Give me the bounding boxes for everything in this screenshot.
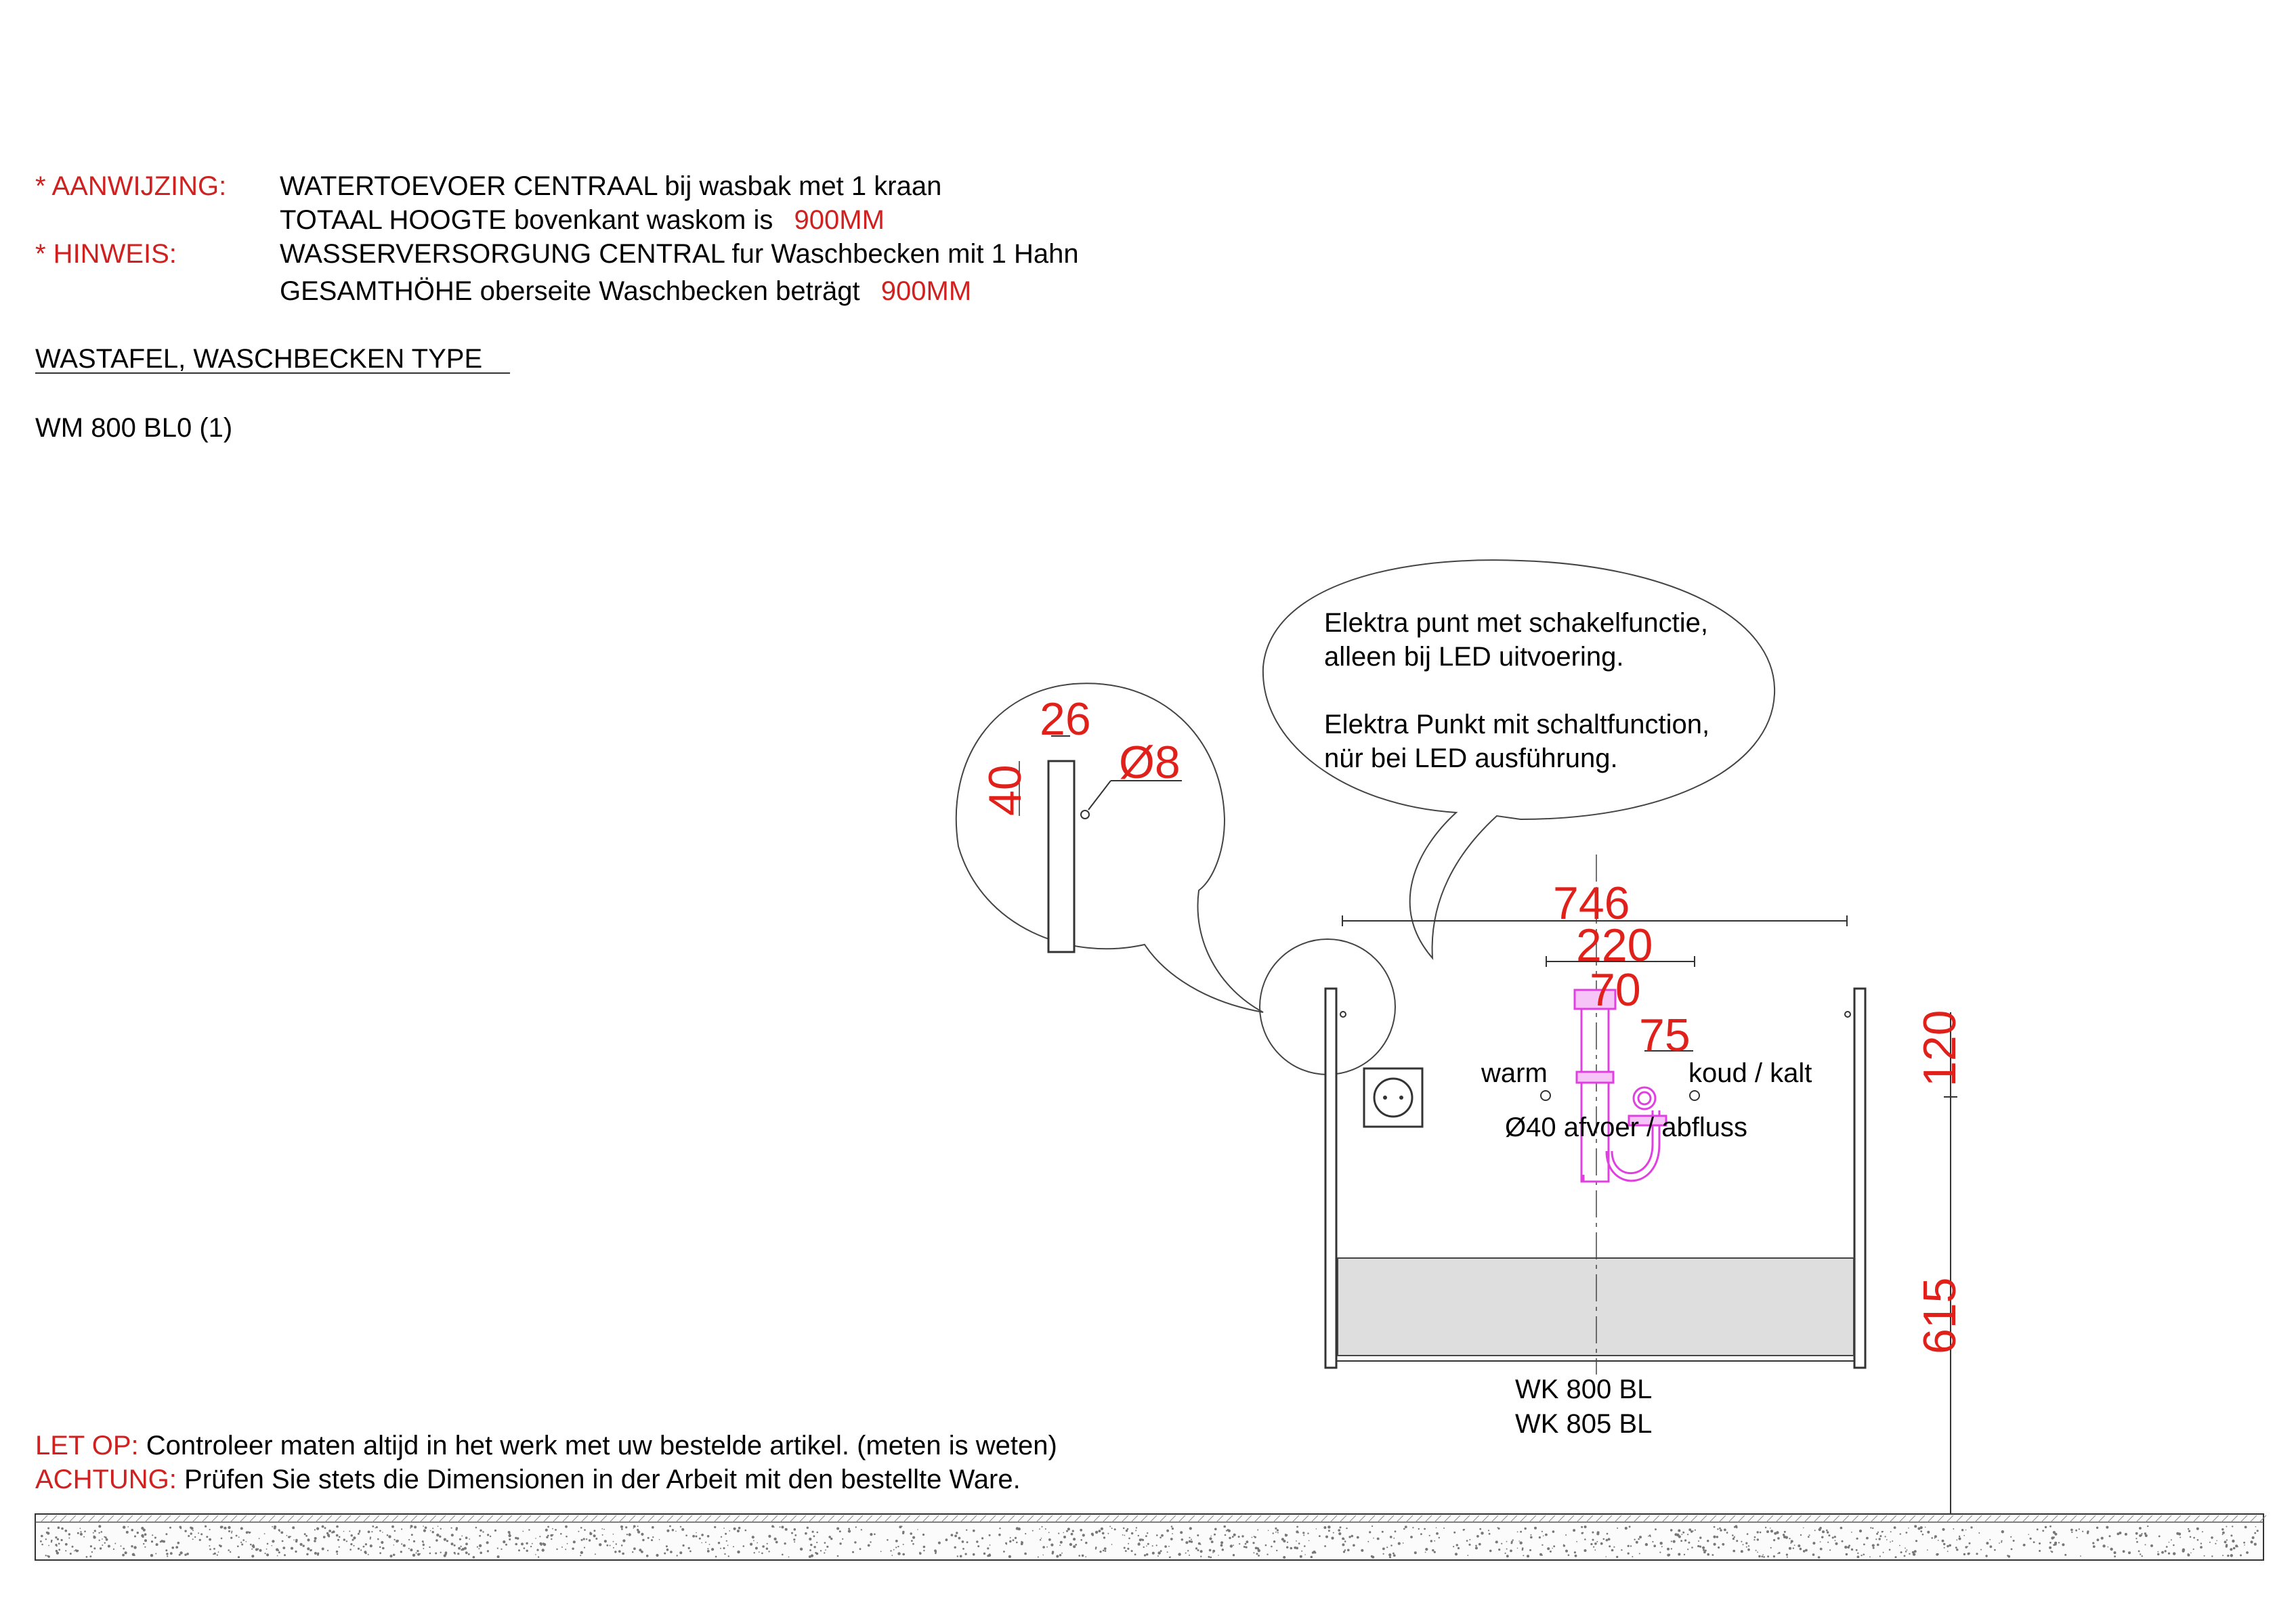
cabinet-right-panel (1854, 989, 1865, 1368)
bubble-nl-line1: Elektra punt met schakelfunctie, (1324, 608, 1708, 638)
bubble-de-line2: nür bei LED ausführung. (1324, 743, 1618, 773)
letop-text: Controleer maten altijd in het werk met uw bestelde artikel. (meten is weten) (146, 1431, 1057, 1461)
aanwijzing-line2 (280, 207, 885, 234)
cabinet-left-panel (1325, 989, 1336, 1368)
dim-drain-width: 70 (1590, 964, 1641, 1016)
bubble-de-line1: Elektra Punkt mit schaltfunction, (1324, 710, 1710, 739)
cold-tap-hole (1690, 1091, 1699, 1100)
hinweis-label: * HINWEIS: (35, 239, 177, 269)
hinweis-height-value: 900MM (880, 276, 972, 306)
dim-cabinet-height: 615 (1914, 1277, 1965, 1354)
detail-dim-diameter: Ø8 (1119, 737, 1181, 788)
drain-label: Ø40 afvoer / abfluss (1505, 1112, 1747, 1142)
warm-tap-hole (1541, 1091, 1550, 1100)
model-name: WM 800 BL0 (1) (35, 413, 233, 443)
hinweis-line2 (280, 278, 971, 305)
letop-label: LET OP: (35, 1431, 139, 1461)
type-heading: WASTAFEL, WASCHBECKEN TYPE (35, 344, 483, 374)
cold-label: koud / kalt (1688, 1058, 1812, 1088)
aanwijzing-label: * AANWIJZING: (35, 171, 227, 201)
cabinet-model-1: WK 800 BL (1515, 1375, 1653, 1404)
achtung-text: Prüfen Sie stets die Dimensionen in der Arbeit mit den bestellte Ware. (184, 1465, 1021, 1494)
detail-dim-width: 26 (1040, 693, 1091, 745)
warm-label: warm (1481, 1058, 1548, 1088)
hinweis-line2-text: GESAMTHÖHE oberseite Waschbecken beträgt (280, 276, 860, 306)
detail-panel (1048, 761, 1074, 952)
detail-dim-height: 40 (979, 764, 1031, 816)
achtung-label: ACHTUNG: (35, 1465, 177, 1494)
aanwijzing-height-value: 900MM (794, 205, 885, 235)
bubble-nl-line2: alleen bij LED uitvoering. (1324, 642, 1624, 672)
achtung-note (35, 1466, 1021, 1493)
detail-hole (1081, 810, 1089, 819)
aanwijzing-line1: WATERTOEVOER CENTRAAL bij wasbak met 1 kraan (280, 171, 942, 201)
dim-top-height: 120 (1914, 1010, 1965, 1087)
dim-overall-width: 746 (1553, 878, 1630, 929)
power-socket (1364, 1068, 1422, 1127)
aanwijzing-line2-text: TOTAAL HOOGTE bovenkant waskom is (280, 205, 773, 235)
letop-note (35, 1432, 1057, 1459)
cabinet-model-2: WK 805 BL (1515, 1409, 1653, 1439)
dim-cold-offset: 75 (1639, 1010, 1691, 1061)
drawer-front (1338, 1258, 1854, 1356)
dim-tap-spacing: 220 (1576, 920, 1653, 971)
detail-callout (956, 683, 1263, 1012)
hinweis-line1: WASSERVERSORGUNG CENTRAL fur Waschbecken mit 1 Hahn (280, 239, 1079, 269)
